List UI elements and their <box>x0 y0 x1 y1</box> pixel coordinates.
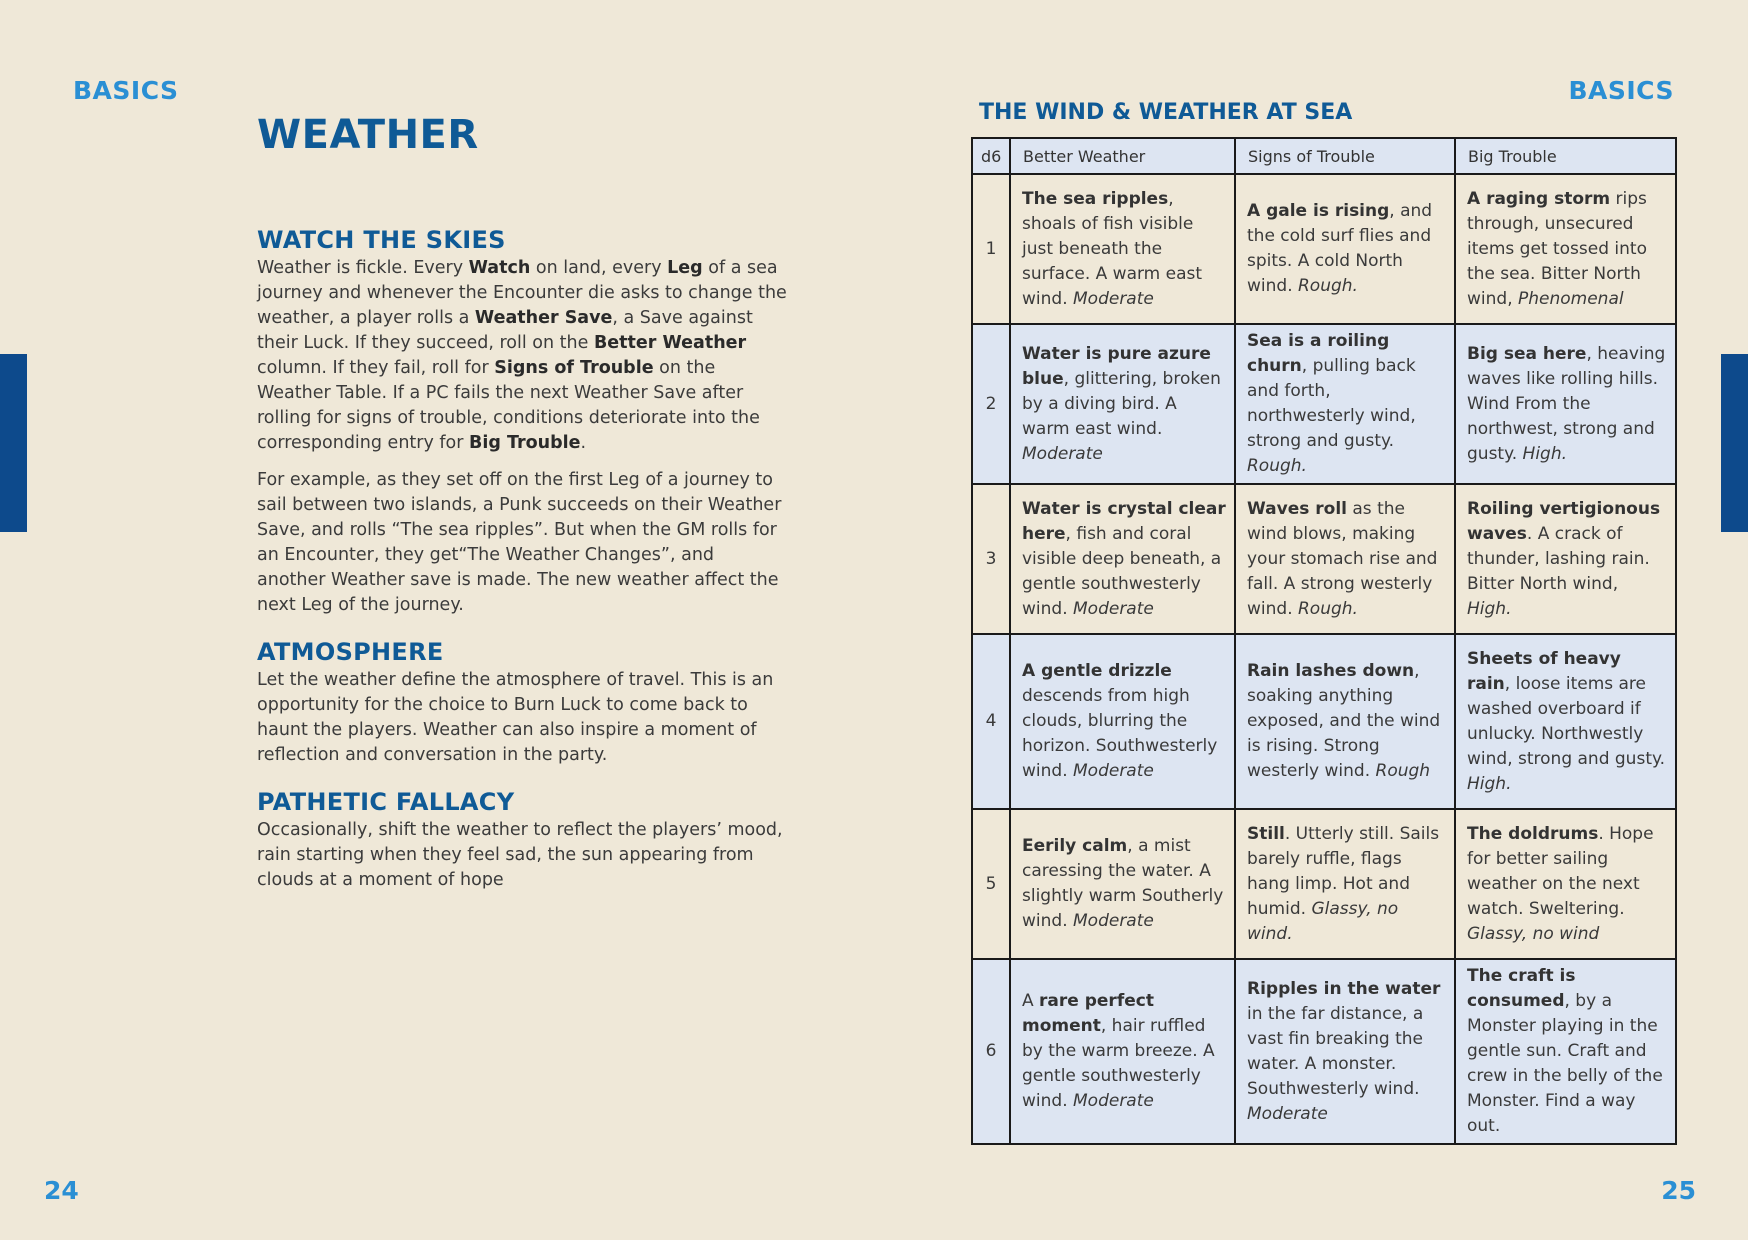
paragraph-pathetic-fallacy: Occasionally, shift the weather to reflect the players’ mood, rain starting when they feel sad, the sun appearing from clouds at a moment of hope <box>257 820 783 890</box>
signs-of-trouble-cell: A gale is rising, and the cold surf flies and spits. A cold North wind. Rough. <box>1235 174 1455 324</box>
big-trouble-cell: The doldrums. Hope for better sailing weather on the next watch. Sweltering. Glassy, no wind <box>1455 809 1676 959</box>
table-row <box>972 174 1676 324</box>
running-head: BASICS <box>73 76 179 105</box>
paragraph-watch-the-skies-2: For example, as they set off on the first Leg of a journey to sail between two islands, a Punk succeeds on their Weather Save, and rolls “The sea ripples”. But when the GM rolls for an Encounter, they get“The Weather Changes”, and another Weather save is made. The new weather affect the next Leg of the journey. <box>257 470 782 615</box>
table-row <box>972 809 1676 959</box>
chapter-side-tab <box>0 354 27 532</box>
signs-of-trouble-cell: Ripples in the water in the far distance, a vast fin breaking the water. A monster. Southwesterly wind. Moderate <box>1235 959 1455 1144</box>
signs-of-trouble-cell: Still. Utterly still. Sails barely ruffle, flags hang limp. Hot and humid. Glassy, no wind. <box>1235 809 1455 959</box>
section-heading-watch-the-skies: WATCH THE SKIES <box>257 226 506 254</box>
better-weather-cell: Water is pure azure blue, glittering, broken by a diving bird. A warm east wind. Moderate <box>1010 324 1235 484</box>
big-trouble-cell: Big sea here, heaving waves like rolling hills. Wind From the northwest, strong and gusty. High. <box>1455 324 1676 484</box>
signs-of-trouble-cell: Sea is a roiling churn, pulling back and forth, northwesterly wind, strong and gusty. Rough. <box>1235 324 1455 484</box>
signs-of-trouble-cell: Waves roll as the wind blows, making your stomach rise and fall. A strong westerly wind. Rough. <box>1235 484 1455 634</box>
table-row <box>972 484 1676 634</box>
die-roll: 3 <box>972 484 1010 634</box>
running-head: BASICS <box>1568 76 1674 105</box>
column-header-signs-of-trouble: Signs of Trouble <box>1235 138 1455 174</box>
page-title: WEATHER <box>257 112 479 158</box>
die-roll: 4 <box>972 634 1010 809</box>
paragraph-watch-the-skies-1: Weather is fickle. Every Watch on land, every Leg of a sea journey and whenever the Encounter die asks to change the weather, a player rolls a Weather Save, a Save against their Luck. If they succeed, roll on the Better Weather column. If they fail, roll for Signs of Trouble on the Weather Table. If a PC fails the next Weather Save after rolling for signs of trouble, conditions deteriorate into the corresponding entry for Big Trouble. <box>257 258 787 453</box>
chapter-side-tab <box>1721 354 1748 532</box>
page-number: 25 <box>1661 1176 1696 1205</box>
table-title: THE WIND & WEATHER AT SEA <box>979 100 1353 125</box>
big-trouble-cell: Roiling vertigionous waves. A crack of thunder, lashing rain. Bitter North wind, High. <box>1455 484 1676 634</box>
paragraph-atmosphere: Let the weather define the atmosphere of travel. This is an opportunity for the choice to Burn Luck to come back to haunt the players. Weather can also inspire a moment of reflection and conversation in the party. <box>257 670 774 765</box>
weather-table <box>971 137 1677 1145</box>
column-header-better-weather: Better Weather <box>1010 138 1235 174</box>
big-trouble-cell: A raging storm rips through, unsecured items get tossed into the sea. Bitter North wind, Phenomenal <box>1455 174 1676 324</box>
big-trouble-cell: The craft is consumed, by a Monster playing in the gentle sun. Craft and crew in the belly of the Monster. Find a way out. <box>1455 959 1676 1144</box>
table-row <box>972 634 1676 809</box>
better-weather-cell: A gentle drizzle descends from high clouds, blurring the horizon. Southwesterly wind. Moderate <box>1010 634 1235 809</box>
die-roll: 2 <box>972 324 1010 484</box>
die-roll: 1 <box>972 174 1010 324</box>
table-header-row <box>972 138 1676 174</box>
die-roll: 5 <box>972 809 1010 959</box>
table-row <box>972 324 1676 484</box>
section-heading-atmosphere: ATMOSPHERE <box>257 638 444 666</box>
signs-of-trouble-cell: Rain lashes down, soaking anything exposed, and the wind is rising. Strong westerly wind. Rough <box>1235 634 1455 809</box>
die-roll: 6 <box>972 959 1010 1144</box>
page-number: 24 <box>44 1176 79 1205</box>
better-weather-cell: A rare perfect moment, hair ruffled by the warm breeze. A gentle southwesterly wind. Moderate <box>1010 959 1235 1144</box>
better-weather-cell: The sea ripples, shoals of fish visible just beneath the surface. A warm east wind. Moderate <box>1010 174 1235 324</box>
table-row <box>972 959 1676 1144</box>
column-header-big-trouble: Big Trouble <box>1455 138 1676 174</box>
better-weather-cell: Water is crystal clear here, fish and coral visible deep beneath, a gentle southwesterly wind. Moderate <box>1010 484 1235 634</box>
big-trouble-cell: Sheets of heavy rain, loose items are washed overboard if unlucky. Northwestly wind, strong and gusty. High. <box>1455 634 1676 809</box>
better-weather-cell: Eerily calm, a mist caressing the water. A slightly warm Southerly wind. Moderate <box>1010 809 1235 959</box>
section-heading-pathetic-fallacy: PATHETIC FALLACY <box>257 788 515 816</box>
column-header-d6: d6 <box>972 138 1010 174</box>
